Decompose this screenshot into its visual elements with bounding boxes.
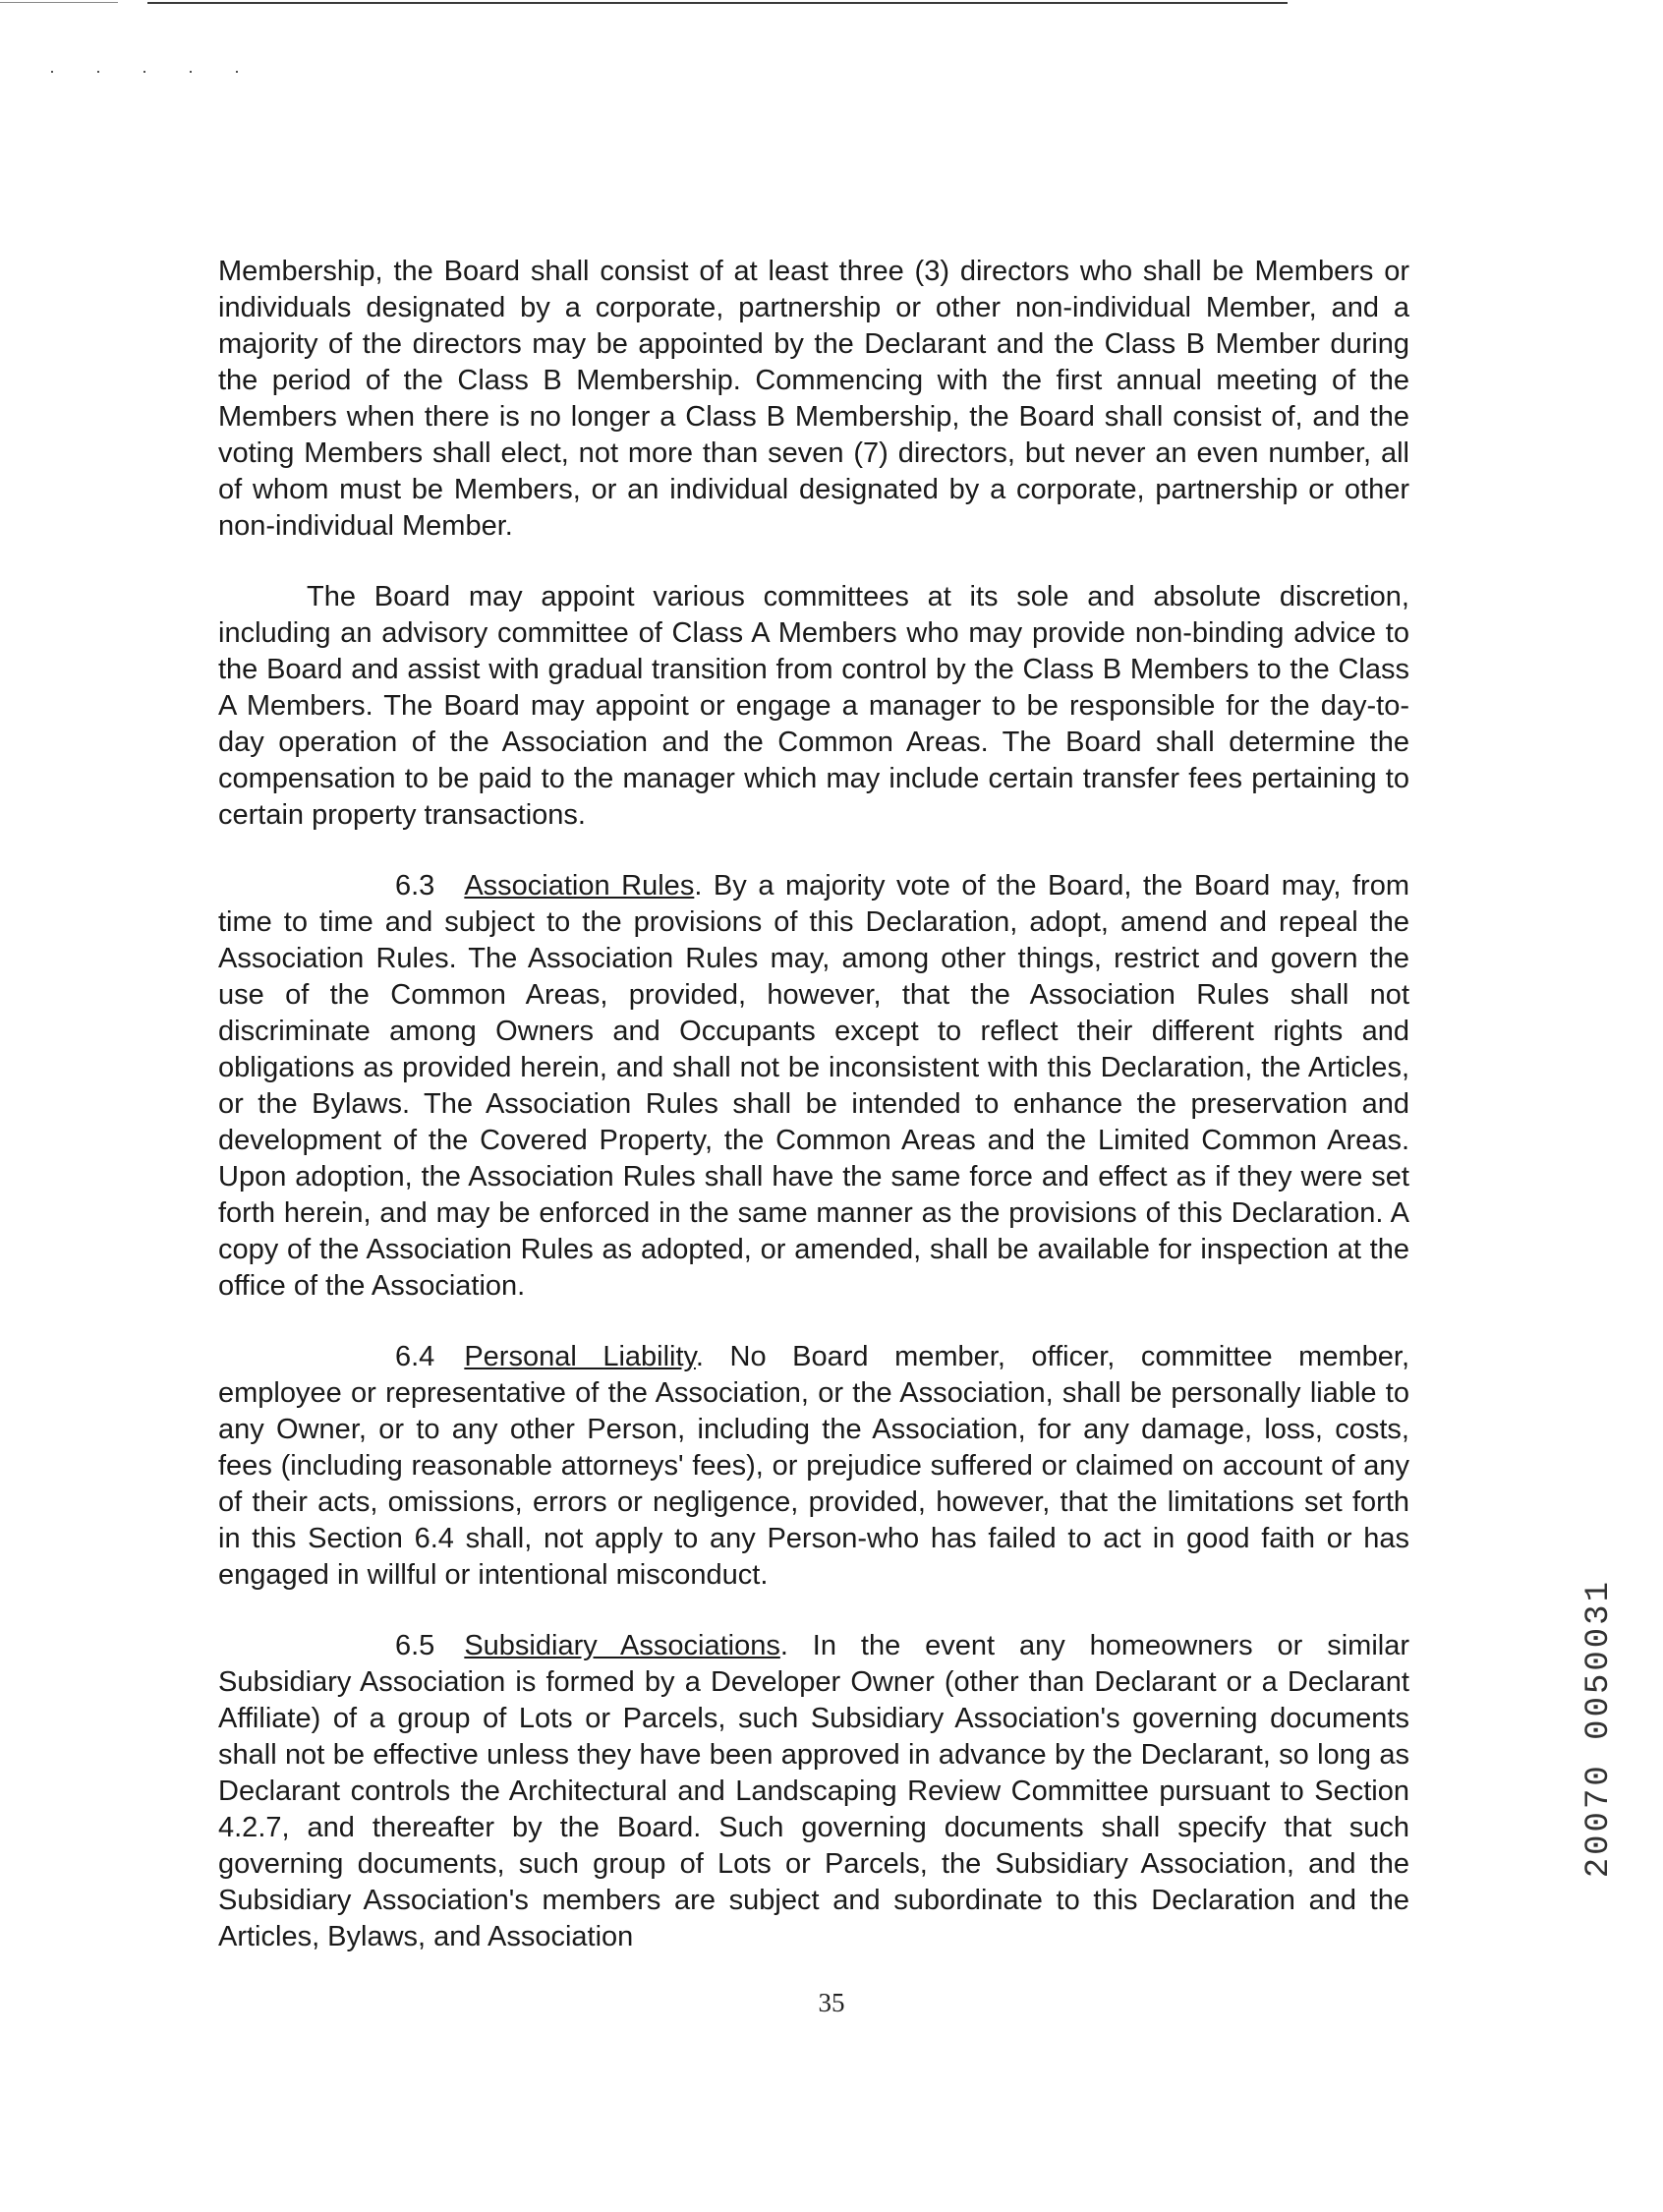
bates-stamp: 20070 0050031 [1580,1579,1618,1879]
section-text: . By a majority vote of the Board, the Board may, from time to time and subject to the provisions of this Declaration, adopt, amend and repeal the Association Rules. The Association Rules may, among other things, restrict and govern the use of the Common Areas, provided, however, that the Association Rules shall not discriminate among Owners and Occupants except to reflect their different rights and obligations as provided herein, and shall not be inconsistent with this Declaration, the Articles, or the Bylaws. The Association Rules shall be intended to enhance the preservation and development of the Covered Property, the Common Areas and the Limited Common Areas. Upon adoption, the Association Rules shall have the same force and effect as if they were set forth herein, and may be enforced in the same manner as the provisions of this Declaration. A copy of the Association Rules as adopted, or amended, shall be available for inspection at the office of the Association. [218,870,1410,1302]
section-text: . No Board member, officer, committee member, employee or representative of the Association, or the Association, shall be personally liable to any Owner, or to any other Person, including the Association, for any damage, loss, costs, fees (including reasonable attorneys' fees), or prejudice suffered or claimed on account of any of their acts, omissions, errors or negligence, provided, however, that the limitations set forth in this Section 6.4 shall, not apply to any Person-who has failed to act in good faith or has engaged in willful or intentional misconduct. [218,1341,1409,1591]
section-number: 6.4 [395,1341,435,1372]
section-6-4 [218,1339,1409,1594]
scan-artifact-dots: · · · · · [49,61,258,81]
section-title: Personal Liability [464,1341,696,1372]
section-6-5 [218,1628,1409,1955]
section-title: Subsidiary Associations [464,1630,780,1661]
paragraph-board-composition: Membership, the Board shall consist of at least three (3) directors who shall be Members or individuals designated by a corporate, partnership or other non-individual Member, and a majority of the directors may be appointed by the Declarant and the Class B Member during the period of the Class B Membership. Commencing with the first annual meeting of the Members when there is no longer a Class B Membership, the Board shall consist of, and the voting Members shall elect, not more than seven (7) directors, but never an even number, all of whom must be Members, or an individual designated by a corporate, partnership or other non-individual Member. [218,256,1409,542]
paragraph-board-committees: The Board may appoint various committees at its sole and absolute discretion, including an advisory committee of Class A Members who may provide non-binding advice to the Board and assist with gradual transition from control by the Class B Members to the Class A Members. The Board may appoint or engage a manager to be responsible for the day-to-day operation of the Association and the Common Areas. The Board shall determine the compensation to be paid to the manager which may include certain transfer fees pertaining to certain property transactions. [218,581,1409,831]
page-number: 35 [818,1988,845,2017]
section-6-3 [218,868,1409,1305]
section-text: . In the event any homeowners or similar Subsidiary Association is formed by a Developer Owner (other than Declarant or a Declarant Affiliate) of a group of Lots or Parcels, such Subsidiary Association's governing documents shall not be effective unless they have been approved in advance by the Declarant, so long as Declarant controls the Architectural and Landscaping Review Committee pursuant to Section 4.2.7, and thereafter by the Board. Such governing documents shall specify that such governing documents, such group of Lots or Parcels, the Subsidiary Association, and the Subsidiary Association's members are subject and subordinate to this Declaration and the Articles, Bylaws, and Association [218,1630,1410,1952]
scan-edge-line-left [0,2,118,3]
section-number: 6.5 [395,1630,435,1661]
section-number: 6.3 [395,870,435,902]
section-title: Association Rules [464,870,695,902]
document-body [218,254,1409,1990]
scan-edge-line [147,2,1288,4]
